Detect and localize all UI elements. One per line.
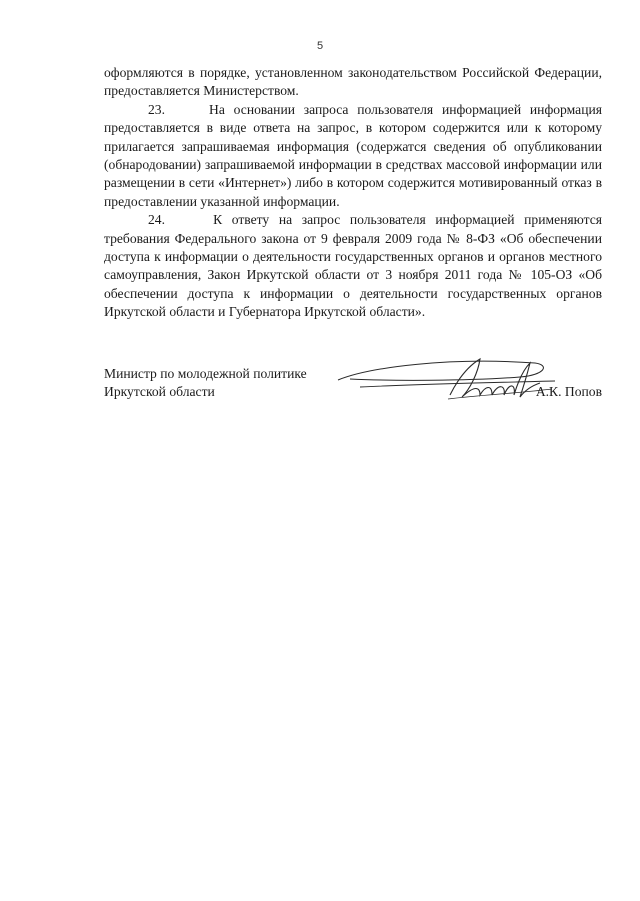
signatory-position: Министр по молодежной политике (104, 366, 307, 381)
paragraph-continuation: оформляются в порядке, установленном законодательством Российской Федерации, предоставляется Министерством. (104, 65, 602, 99)
body-text (104, 64, 602, 322)
paragraph-24: 24. К ответу на запрос пользователя информацией применяются требования Федерального закона от 9 февраля 2009 года № 8-ФЗ «Об обеспечении доступа к информации о деятельности государственных органов и органов местного самоуправления, Закон Иркутской области от 3 ноября 2011 года № 105-ОЗ «Об обеспечении доступа к информации о деятельности государственных органов Иркутской области и Губернатора Иркутской области». (104, 212, 602, 320)
page-number: 5 (316, 40, 324, 52)
handwritten-signature (330, 345, 560, 415)
signatory-region: Иркутской области (104, 384, 215, 399)
paragraph-23: 23. На основании запроса пользователя информацией информация предоставляется в виде ответа на запрос, в котором содержится или к которому прилагается запрашиваемая информация (содержатся сведения об опубликовании (обнародовании) запрашиваемой информации в средствах массовой информации или размещении в сети «Интернет») либо в котором содержится мотивированный отказ в предоставлении указанной информации. (104, 101, 602, 209)
signatory-name: А.К. Попов (535, 384, 602, 399)
